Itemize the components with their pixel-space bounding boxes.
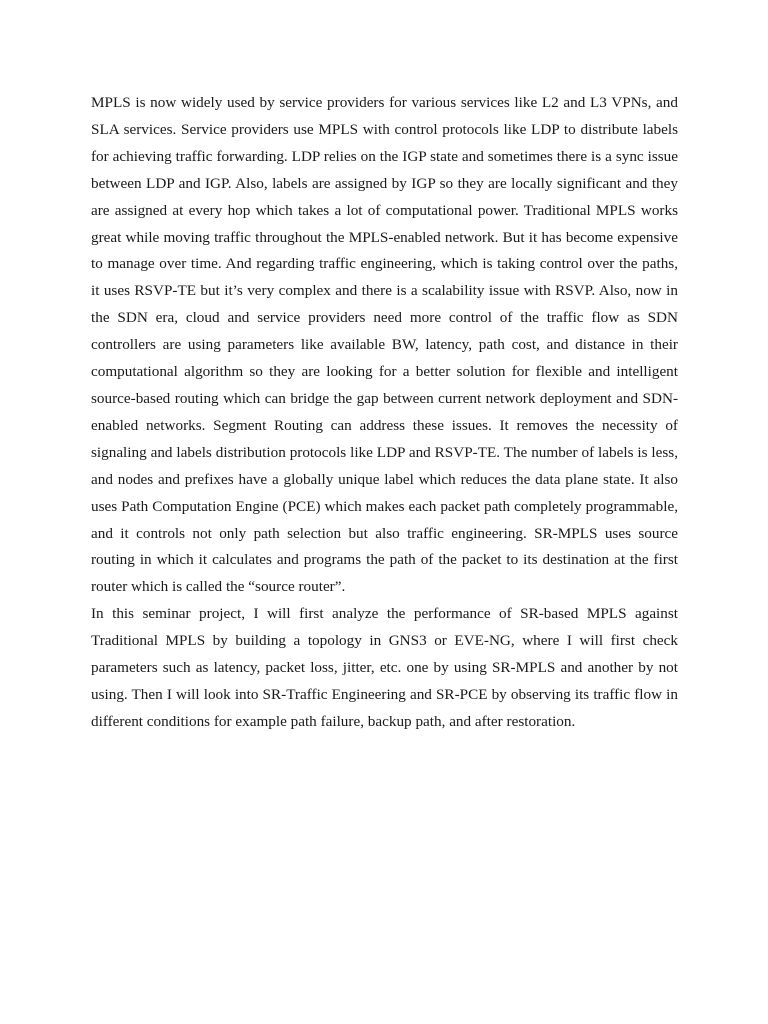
document-body (91, 90, 678, 736)
paragraph-seminar-project: In this seminar project, I will first analyze the performance of SR-based MPLS against Traditional MPLS by building a topology in GNS3 or EVE-NG, where I will first check parameters such as latency, packet loss, jitter, etc. one by using SR-MPLS and another by not using. Then I will look into SR-Traffic Engineering and SR-PCE by observing its traffic flow in different conditions for example path failure, backup path, and after restoration. (91, 605, 678, 730)
paragraph-mpls-overview: MPLS is now widely used by service providers for various services like L2 and L3 VPNs, and SLA services. Service providers use MPLS with control protocols like LDP to distribute labels for achieving traffic forwarding. LDP relies on the IGP state and sometimes there is a sync issue between LDP and IGP. Also, labels are assigned by IGP so they are locally significant and they are assigned at every hop which takes a lot of computational power. Traditional MPLS works great while moving traffic throughout the MPLS-enabled network. But it has become expensive to manage over time. And regarding traffic engineering, which is taking control over the paths, it uses RSVP-TE but it’s very complex and there is a scalability issue with RSVP. Also, now in the SDN era, cloud and service providers need more control of the traffic flow as SDN controllers are using parameters like available BW, latency, path cost, and distance in their computational algorithm so they are looking for a better solution for flexible and intelligent source-based routing which can bridge the gap between current network deployment and SDN-enabled networks. Segment Routing can address these issues. It removes the necessity of signaling and labels distribution protocols like LDP and RSVP-TE. The number of labels is less, and nodes and prefixes have a globally unique label which reduces the data plane state. It also uses Path Computation Engine (PCE) which makes each packet path completely programmable, and it controls not only path selection but also traffic engineering. SR-MPLS uses source routing in which it calculates and programs the path of the packet to its destination at the first router which is called the “source router”. (91, 94, 678, 596)
